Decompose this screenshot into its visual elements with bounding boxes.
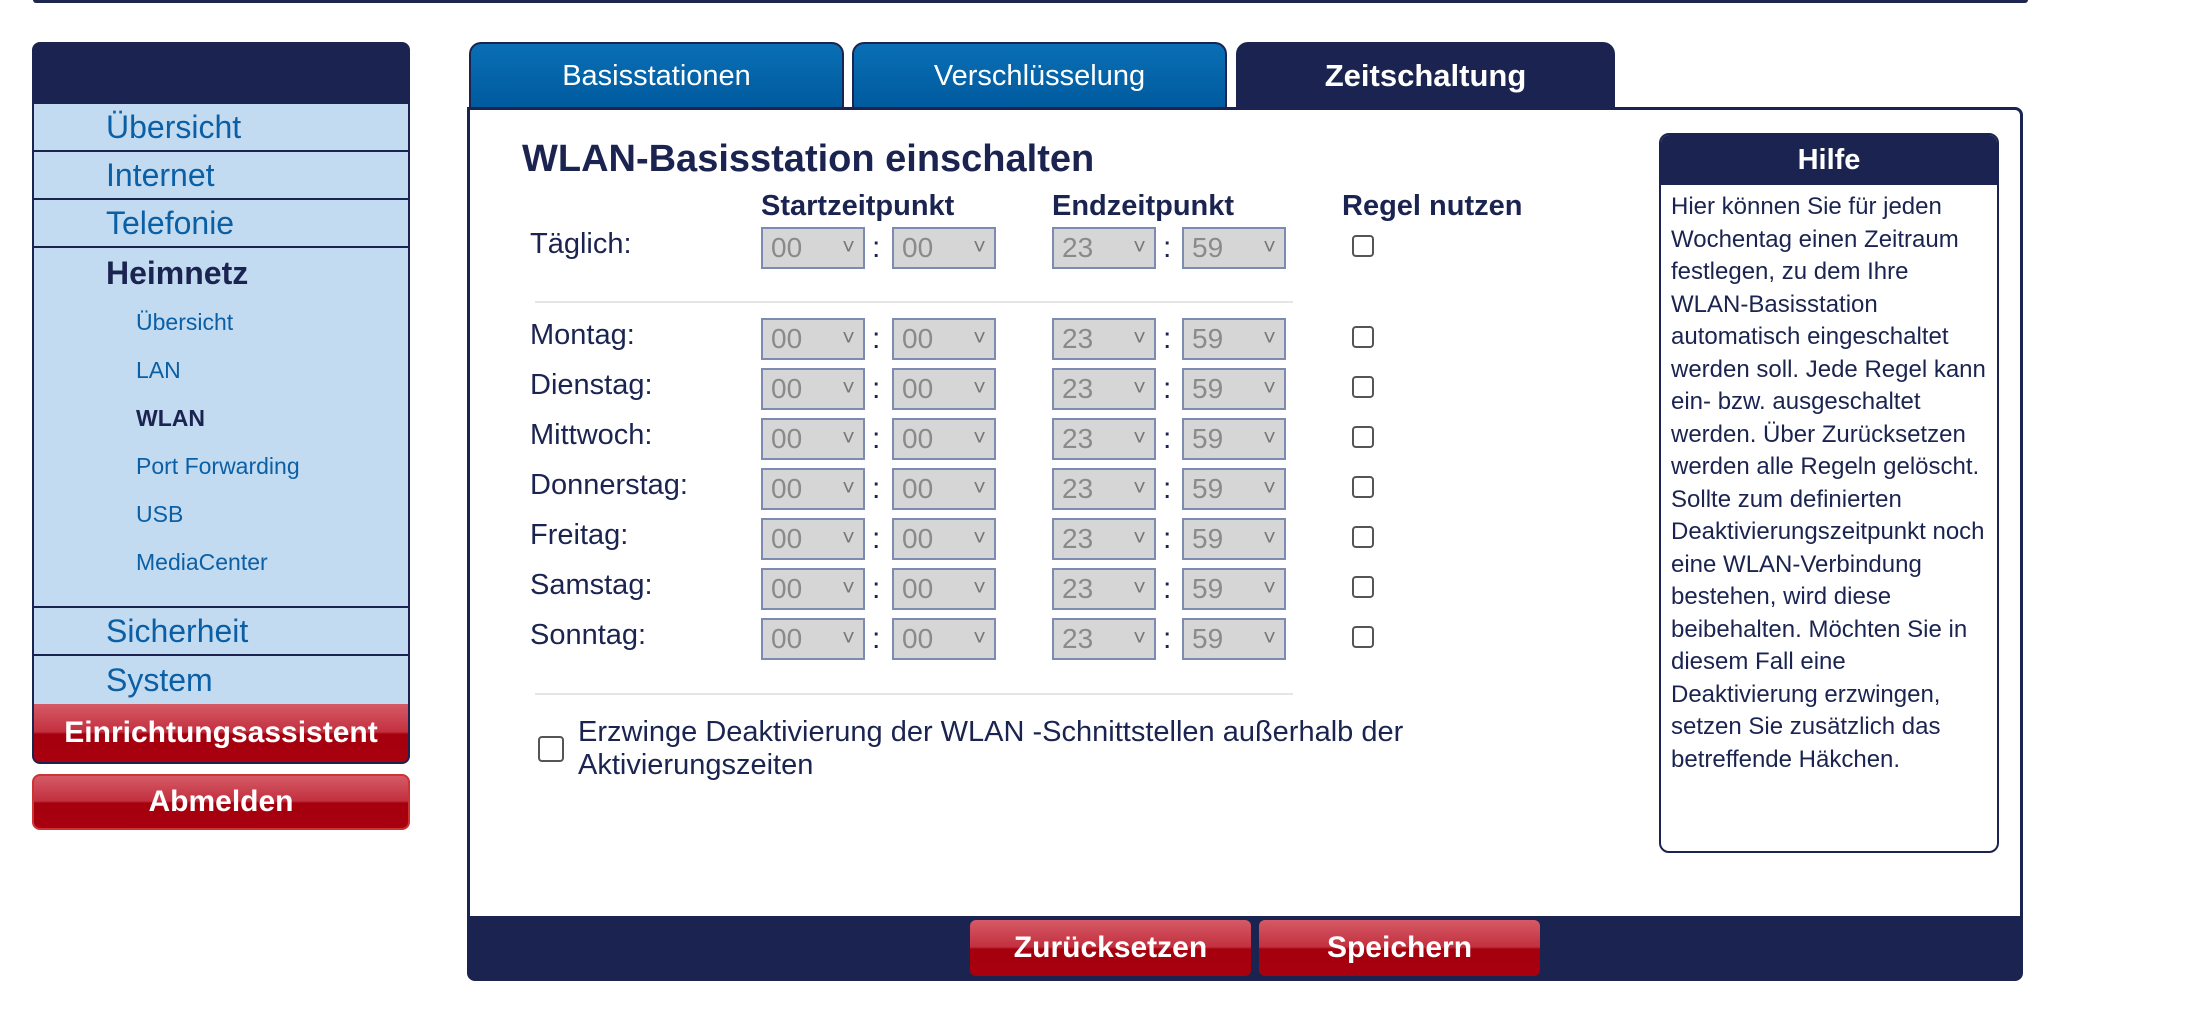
start-minute-select[interactable] xyxy=(892,468,996,510)
start-hour-select[interactable] xyxy=(761,368,865,410)
logout-button[interactable]: Abmelden xyxy=(32,774,410,830)
time-separator: : xyxy=(872,522,881,555)
start-time-column-header: Startzeitpunkt xyxy=(761,190,955,222)
select-value: 23 xyxy=(1062,232,1094,263)
save-button[interactable]: Speichern xyxy=(1259,920,1540,976)
use-rule-checkbox[interactable] xyxy=(1352,326,1374,348)
time-separator: : xyxy=(1163,322,1172,355)
day-label: Donnerstag: xyxy=(530,469,688,501)
sidebar-item-internet[interactable]: Internet xyxy=(34,152,408,200)
schedule-panel xyxy=(467,107,2023,981)
end-minute-select[interactable] xyxy=(1182,318,1286,360)
time-separator: : xyxy=(1163,472,1172,505)
chevron-down-icon: ˅ xyxy=(973,525,986,550)
use-rule-checkbox[interactable] xyxy=(1352,426,1374,448)
chevron-down-icon: ˅ xyxy=(973,475,986,500)
chevron-down-icon: ˅ xyxy=(1263,475,1276,500)
time-separator: : xyxy=(872,372,881,405)
end-minute-select[interactable] xyxy=(1182,418,1286,460)
force-deactivation-checkbox[interactable] xyxy=(538,736,564,762)
tab-verschluesselung[interactable]: Verschlüsselung xyxy=(852,42,1227,108)
select-value: 59 xyxy=(1192,523,1224,554)
use-rule-checkbox[interactable] xyxy=(1352,526,1374,548)
start-minute-select[interactable] xyxy=(892,518,996,560)
chevron-down-icon: ˅ xyxy=(842,625,855,650)
time-separator: : xyxy=(1163,622,1172,655)
day-label: Freitag: xyxy=(530,519,629,551)
start-minute-select[interactable] xyxy=(892,618,996,660)
use-rule-checkbox[interactable] xyxy=(1352,235,1374,257)
start-hour-select[interactable] xyxy=(761,618,865,660)
end-minute-select[interactable] xyxy=(1182,368,1286,410)
select-value: 23 xyxy=(1062,373,1094,404)
end-hour-select[interactable] xyxy=(1052,568,1156,610)
end-hour-select[interactable] xyxy=(1052,618,1156,660)
start-hour-select[interactable] xyxy=(761,418,865,460)
select-value: 59 xyxy=(1192,573,1224,604)
force-deactivation-label: Erzwinge Deaktivierung der WLAN -Schnittstellen außerhalb der Aktivierungszeiten xyxy=(578,716,1404,781)
end-minute-select[interactable] xyxy=(1182,568,1286,610)
day-label: Dienstag: xyxy=(530,369,653,401)
select-value: 00 xyxy=(771,623,803,654)
sidebar-item-sicherheit[interactable]: Sicherheit xyxy=(34,608,408,656)
heimnetz-submenu xyxy=(34,298,408,608)
divider xyxy=(535,301,1293,303)
sidebar-item-heimnetz[interactable]: Heimnetz xyxy=(106,254,249,291)
use-rule-checkbox[interactable] xyxy=(1352,476,1374,498)
select-value: 00 xyxy=(771,523,803,554)
select-value: 00 xyxy=(902,473,934,504)
sidebar-item-system[interactable]: System xyxy=(106,661,213,698)
chevron-down-icon: ˅ xyxy=(1133,625,1146,650)
chevron-down-icon: ˅ xyxy=(1263,234,1276,259)
sidebar-menu xyxy=(32,104,410,704)
day-label: Mittwoch: xyxy=(530,419,653,451)
chevron-down-icon: ˅ xyxy=(1133,234,1146,259)
end-time-column-header: Endzeitpunkt xyxy=(1052,190,1235,222)
time-separator: : xyxy=(1163,231,1172,264)
time-separator: : xyxy=(1163,372,1172,405)
time-separator: : xyxy=(872,231,881,264)
select-value: 00 xyxy=(902,523,934,554)
chevron-down-icon: ˅ xyxy=(842,425,855,450)
use-rule-checkbox[interactable] xyxy=(1352,626,1374,648)
chevron-down-icon: ˅ xyxy=(842,375,855,400)
day-label: Montag: xyxy=(530,319,635,351)
subnav-item-port-forwarding[interactable]: Port Forwarding xyxy=(136,452,300,479)
select-value: 00 xyxy=(902,423,934,454)
chevron-down-icon: ˅ xyxy=(1133,375,1146,400)
select-value: 00 xyxy=(771,323,803,354)
subnav-item-mediacenter[interactable]: MediaCenter xyxy=(136,548,268,575)
select-value: 00 xyxy=(771,232,803,263)
chevron-down-icon: ˅ xyxy=(973,375,986,400)
select-value: 59 xyxy=(1192,473,1224,504)
subnav-item-wlan[interactable]: WLAN xyxy=(136,404,205,431)
divider xyxy=(535,693,1293,695)
select-value: 23 xyxy=(1062,423,1094,454)
tab-zeitschaltung[interactable]: Zeitschaltung xyxy=(1236,42,1615,110)
chevron-down-icon: ˅ xyxy=(1263,575,1276,600)
chevron-down-icon: ˅ xyxy=(973,575,986,600)
select-value: 59 xyxy=(1192,423,1224,454)
subnav-item-lan[interactable]: LAN xyxy=(136,356,181,383)
subnav-item-usb[interactable]: USB xyxy=(136,500,184,527)
time-separator: : xyxy=(1163,572,1172,605)
select-value: 59 xyxy=(1192,323,1224,354)
select-value: 23 xyxy=(1062,323,1094,354)
start-hour-select[interactable] xyxy=(761,518,865,560)
chevron-down-icon: ˅ xyxy=(1263,625,1276,650)
select-value: 59 xyxy=(1192,373,1224,404)
use-rule-column-header: Regel nutzen xyxy=(1342,190,1523,222)
end-minute-select[interactable] xyxy=(1182,518,1286,560)
select-value: 00 xyxy=(771,423,803,454)
select-value: 23 xyxy=(1062,473,1094,504)
select-value: 00 xyxy=(771,473,803,504)
select-value: 00 xyxy=(771,373,803,404)
start-minute-select[interactable] xyxy=(892,418,996,460)
chevron-down-icon: ˅ xyxy=(1263,325,1276,350)
sidebar-item-telefonie[interactable]: Telefonie xyxy=(34,200,408,248)
chevron-down-icon: ˅ xyxy=(1263,525,1276,550)
setup-assistant-button[interactable]: Einrichtungsassistent xyxy=(32,704,410,764)
reset-button[interactable]: Zurücksetzen xyxy=(970,920,1251,976)
day-label: Täglich: xyxy=(530,228,632,260)
start-hour-select[interactable] xyxy=(761,227,865,269)
select-value: 00 xyxy=(902,323,934,354)
end-minute-select[interactable] xyxy=(1182,618,1286,660)
end-minute-select[interactable] xyxy=(1182,468,1286,510)
chevron-down-icon: ˅ xyxy=(1133,525,1146,550)
action-bar xyxy=(470,916,2020,978)
top-border-line xyxy=(33,0,2028,3)
select-value: 23 xyxy=(1062,623,1094,654)
chevron-down-icon: ˅ xyxy=(973,425,986,450)
help-title: Hilfe xyxy=(1661,135,1997,185)
chevron-down-icon: ˅ xyxy=(973,234,986,259)
select-value: 59 xyxy=(1192,623,1224,654)
time-separator: : xyxy=(872,322,881,355)
select-value: 23 xyxy=(1062,573,1094,604)
time-separator: : xyxy=(1163,422,1172,455)
sidebar-nav xyxy=(32,42,410,830)
day-label: Samstag: xyxy=(530,569,653,601)
select-value: 23 xyxy=(1062,523,1094,554)
end-hour-select[interactable] xyxy=(1052,227,1156,269)
chevron-down-icon: ˅ xyxy=(842,575,855,600)
start-minute-select[interactable] xyxy=(892,318,996,360)
start-minute-select[interactable] xyxy=(892,227,996,269)
chevron-down-icon: ˅ xyxy=(842,525,855,550)
chevron-down-icon: ˅ xyxy=(973,625,986,650)
use-rule-checkbox[interactable] xyxy=(1352,376,1374,398)
chevron-down-icon: ˅ xyxy=(842,234,855,259)
subnav-item-uebersicht[interactable]: Übersicht xyxy=(136,308,234,335)
chevron-down-icon: ˅ xyxy=(842,475,855,500)
chevron-down-icon: ˅ xyxy=(1133,575,1146,600)
start-minute-select[interactable] xyxy=(892,368,996,410)
sidebar-item-uebersicht[interactable]: Übersicht xyxy=(34,104,408,152)
select-value: 00 xyxy=(902,232,934,263)
end-hour-select[interactable] xyxy=(1052,518,1156,560)
time-separator: : xyxy=(872,472,881,505)
chevron-down-icon: ˅ xyxy=(1263,375,1276,400)
select-value: 00 xyxy=(902,623,934,654)
sidebar-header xyxy=(32,42,410,104)
time-separator: : xyxy=(872,622,881,655)
select-value: 00 xyxy=(771,573,803,604)
chevron-down-icon: ˅ xyxy=(973,325,986,350)
end-hour-select[interactable] xyxy=(1052,318,1156,360)
chevron-down-icon: ˅ xyxy=(842,325,855,350)
help-text: Hier können Sie für jeden Wochentag einen Zeitraum festlegen, zu dem Ihre WLAN-Basisstation automatisch eingeschaltet werden soll. Jede Regel kann ein- bzw. ausgeschaltet werden. Über Zurücksetzen werden alle Regeln gelöscht. Sollte zum definierten Deaktivierungszeitpunkt noch eine WLAN-Verbindung bestehen, wird diese beibehalten. Möchten Sie in diesem Fall eine Deaktivierung erzwingen, setzen Sie zusätzlich das betreffende Häkchen. xyxy=(1671,193,1986,773)
start-hour-select[interactable] xyxy=(761,468,865,510)
start-hour-select[interactable] xyxy=(761,318,865,360)
page-title: WLAN-Basisstation einschalten xyxy=(522,138,1095,180)
use-rule-checkbox[interactable] xyxy=(1352,576,1374,598)
end-hour-select[interactable] xyxy=(1052,368,1156,410)
chevron-down-icon: ˅ xyxy=(1133,475,1146,500)
select-value: 00 xyxy=(902,573,934,604)
time-separator: : xyxy=(1163,522,1172,555)
time-separator: : xyxy=(872,572,881,605)
end-hour-select[interactable] xyxy=(1052,418,1156,460)
chevron-down-icon: ˅ xyxy=(1133,325,1146,350)
end-hour-select[interactable] xyxy=(1052,468,1156,510)
chevron-down-icon: ˅ xyxy=(1133,425,1146,450)
tab-basisstationen[interactable]: Basisstationen xyxy=(469,42,844,108)
start-hour-select[interactable] xyxy=(761,568,865,610)
day-label: Sonntag: xyxy=(530,619,647,651)
end-minute-select[interactable] xyxy=(1182,227,1286,269)
start-minute-select[interactable] xyxy=(892,568,996,610)
select-value: 59 xyxy=(1192,232,1224,263)
chevron-down-icon: ˅ xyxy=(1263,425,1276,450)
help-box xyxy=(1659,133,1999,853)
select-value: 00 xyxy=(902,373,934,404)
time-separator: : xyxy=(872,422,881,455)
